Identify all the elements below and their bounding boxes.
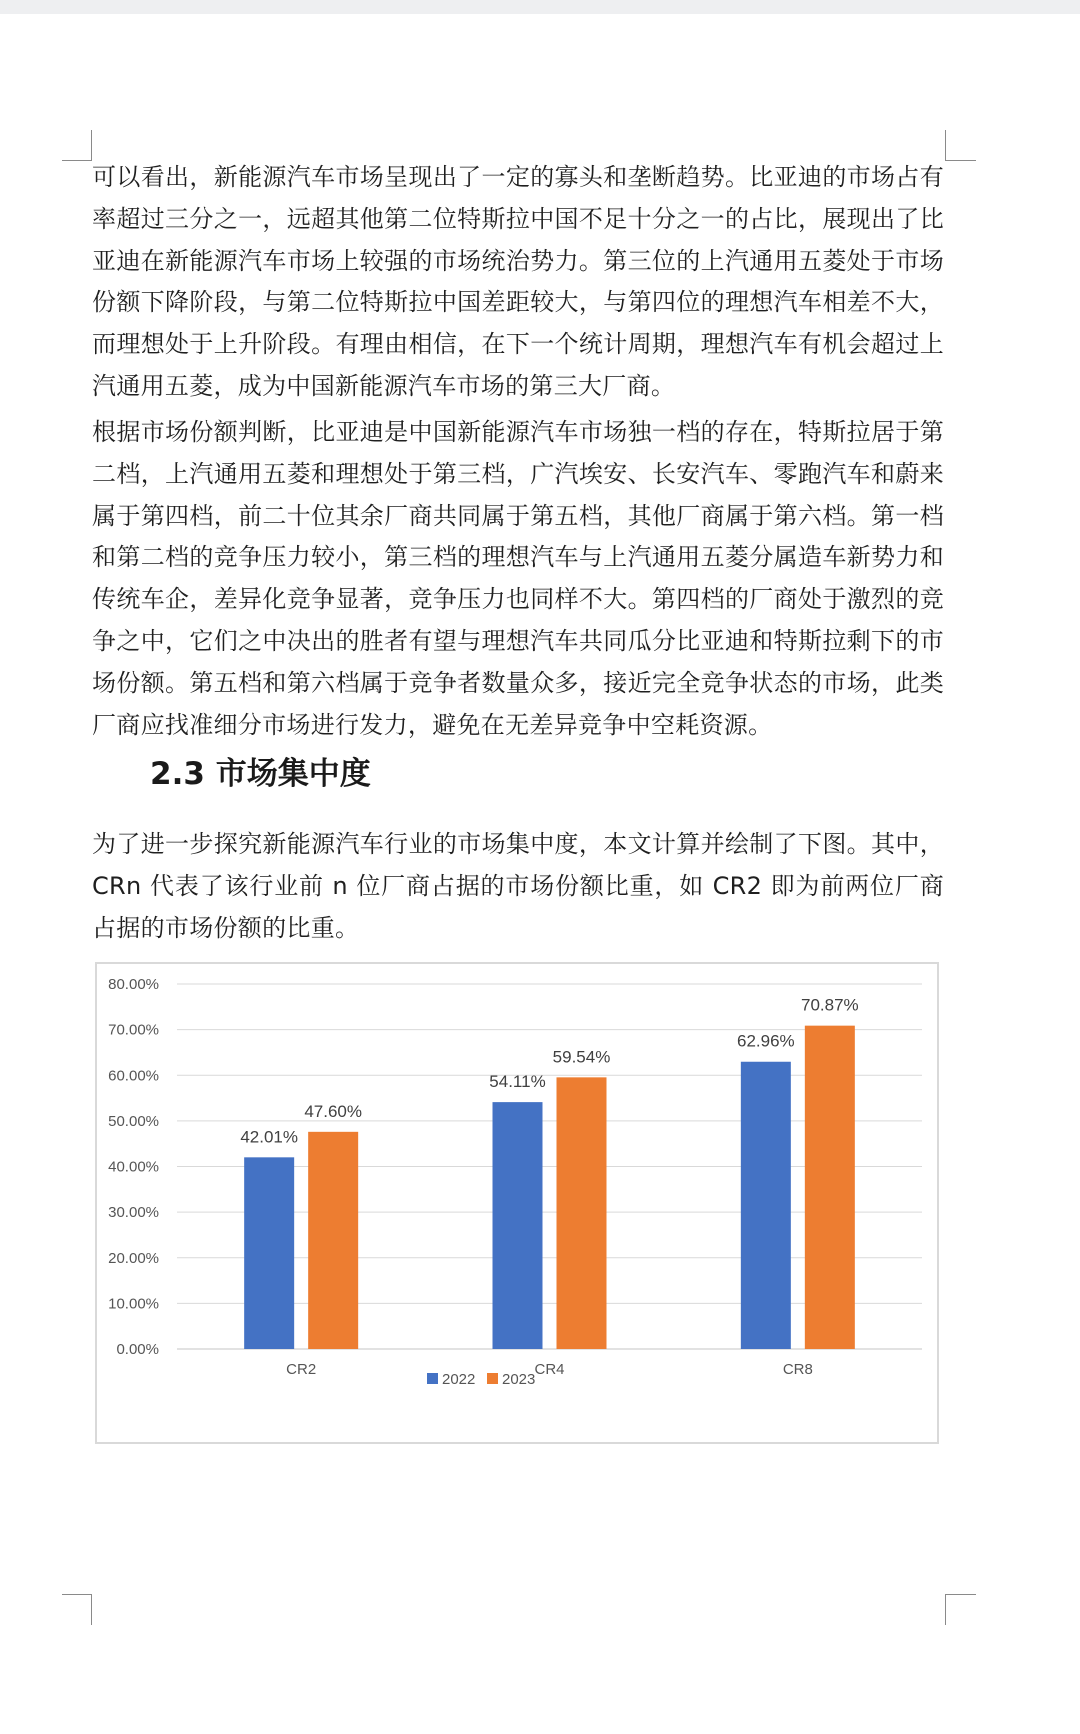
bar-2023-CR2 bbox=[308, 1132, 358, 1349]
data-label: 62.96% bbox=[736, 1031, 795, 1051]
y-tick-label: 0.00% bbox=[116, 1341, 159, 1358]
y-tick-label: 50.00% bbox=[108, 1112, 159, 1130]
data-label: 42.01% bbox=[240, 1127, 299, 1147]
legend-label: 2023 bbox=[502, 1371, 536, 1388]
legend-label: 2022 bbox=[442, 1371, 476, 1388]
crop-mark-bottom-left bbox=[62, 1594, 92, 1625]
legend-swatch-2023 bbox=[487, 1373, 498, 1384]
top-bar bbox=[0, 0, 1080, 14]
crop-mark-top-right bbox=[945, 130, 976, 161]
chart-svg bbox=[97, 964, 937, 1442]
data-label: 54.11% bbox=[489, 1072, 546, 1092]
crop-mark-top-left bbox=[62, 130, 92, 161]
category-label: CR8 bbox=[782, 1361, 813, 1378]
bar-2022-CR8 bbox=[741, 1062, 791, 1349]
y-tick-label: 10.00% bbox=[108, 1295, 159, 1313]
data-label: 70.87% bbox=[800, 995, 859, 1015]
concentration-chart bbox=[95, 962, 939, 1444]
data-label: 59.54% bbox=[552, 1047, 611, 1067]
bar-2022-CR4 bbox=[493, 1102, 543, 1349]
category-label: CR2 bbox=[286, 1361, 317, 1378]
bar-2023-CR8 bbox=[805, 1026, 855, 1349]
y-tick-label: 20.00% bbox=[108, 1249, 159, 1267]
bar-2023-CR4 bbox=[557, 1077, 607, 1349]
paragraph-concentration-intro: 为了进一步探究新能源汽车行业的市场集中度，本文计算并绘制了下图。其中，CRn 代表了该行业前 n 位厂商占据的市场份额比重，如 CR2 即为前两位厂商占据的市场份额的比重。 bbox=[92, 830, 944, 942]
category-label: CR4 bbox=[534, 1361, 565, 1378]
paragraph-market-tiers: 根据市场份额判断，比亚迪是中国新能源汽车市场独一档的存在，特斯拉居于第二档，上汽通用五菱和理想处于第三档，广汽埃安、长安汽车、零跑汽车和蔚来属于第四档，前二十位其余厂商共同属于第五档，其他厂商属于第六档。第一档和第二档的竞争压力较小，第三档的理想汽车与上汽通用五菱分属造车新势力和传统车企，差异化竞争显著，竞争压力也同样不大。第四档的厂商处于激烈的竞争之中，它们之中决出的胜者有望与理想汽车共同瓜分比亚迪和特斯拉剩下的市场份额。第五档和第六档属于竞争者数量众多，接近完全竞争状态的市场，此类厂商应找准细分市场进行发力，避免在无差异竞争中空耗资源。 bbox=[92, 418, 944, 739]
y-tick-label: 60.00% bbox=[108, 1067, 159, 1085]
y-tick-label: 70.00% bbox=[108, 1021, 159, 1039]
y-tick-label: 80.00% bbox=[108, 976, 159, 993]
legend-swatch-2022 bbox=[427, 1373, 438, 1384]
paragraph-market-oligopoly: 可以看出，新能源汽车市场呈现出了一定的寡头和垄断趋势。比亚迪的市场占有率超过三分之一，远超其他第二位特斯拉中国不足十分之一的占比，展现出了比亚迪在新能源汽车市场上较强的市场统治势力。第三位的上汽通用五菱处于市场份额下降阶段，与第二位特斯拉中国差距较大，与第四位的理想汽车相差不大，而理想处于上升阶段。有理由相信，在下一个统计周期，理想汽车有机会超过上汽通用五菱，成为中国新能源汽车市场的第三大厂商。 bbox=[92, 163, 944, 400]
bar-2022-CR2 bbox=[244, 1157, 294, 1349]
section-heading: 2.3 市场集中度 bbox=[150, 756, 371, 792]
data-label: 47.60% bbox=[304, 1101, 363, 1121]
y-tick-label: 40.00% bbox=[108, 1158, 159, 1176]
y-tick-label: 30.00% bbox=[108, 1204, 159, 1222]
crop-mark-bottom-right bbox=[945, 1594, 976, 1625]
